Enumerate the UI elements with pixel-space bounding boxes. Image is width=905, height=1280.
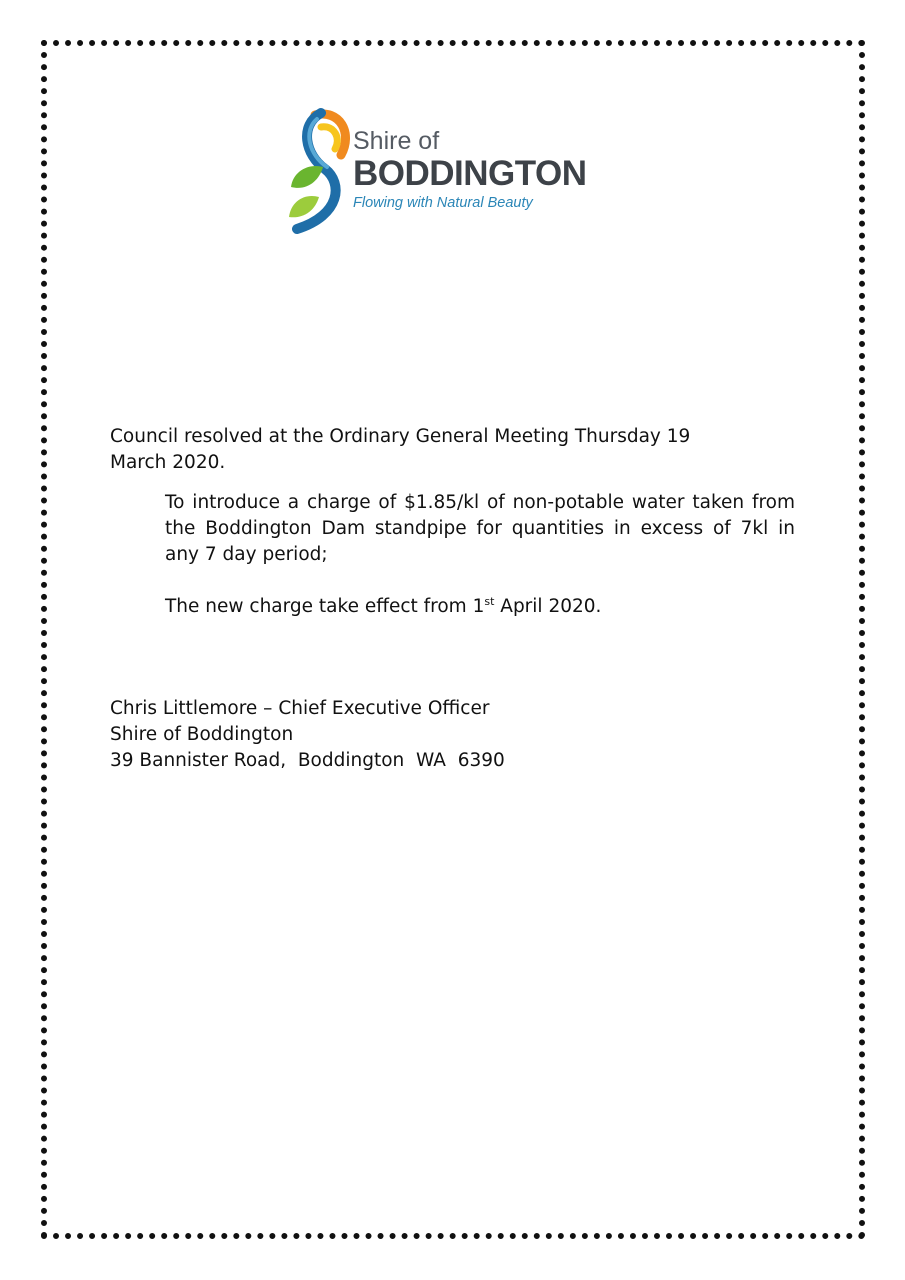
signatory-name-title: Chris Littlemore – Chief Executive Officer <box>110 698 490 719</box>
resolution-intro-line-1: Council resolved at the Ordinary General Meeting Thursday 19 <box>110 426 691 447</box>
logo-leaf-lower <box>289 196 319 217</box>
logo-sun-inner-arc <box>321 127 337 149</box>
logo-boddington: BODDINGTON <box>353 154 587 193</box>
logo-tagline: Flowing with Natural Beauty <box>353 195 533 211</box>
logo-sun-outer-arc <box>315 114 346 155</box>
effective-date-text: The new charge take effect from 1 <box>165 596 485 617</box>
resolution-intro <box>110 424 690 476</box>
effective-date-month-year: April 2020. <box>494 596 602 617</box>
effective-date-line <box>165 594 601 620</box>
charge-resolution-paragraph: To introduce a charge of $1.85/kl of non-potable water taken from the Boddington Dam standpipe for quantities in excess of 7kl in any 7 day period; <box>165 492 795 565</box>
signatory-address: 39 Bannister Road, Boddington WA 6390 <box>110 750 505 771</box>
shire-logo <box>285 105 625 235</box>
signature-block <box>110 696 505 774</box>
resolution-intro-line-2: March 2020. <box>110 452 226 473</box>
logo-leaf-upper <box>291 166 323 188</box>
signatory-organisation: Shire of Boddington <box>110 724 294 745</box>
logo-shire-of: Shire of <box>353 127 440 155</box>
effective-date-ordinal: st <box>484 594 495 608</box>
